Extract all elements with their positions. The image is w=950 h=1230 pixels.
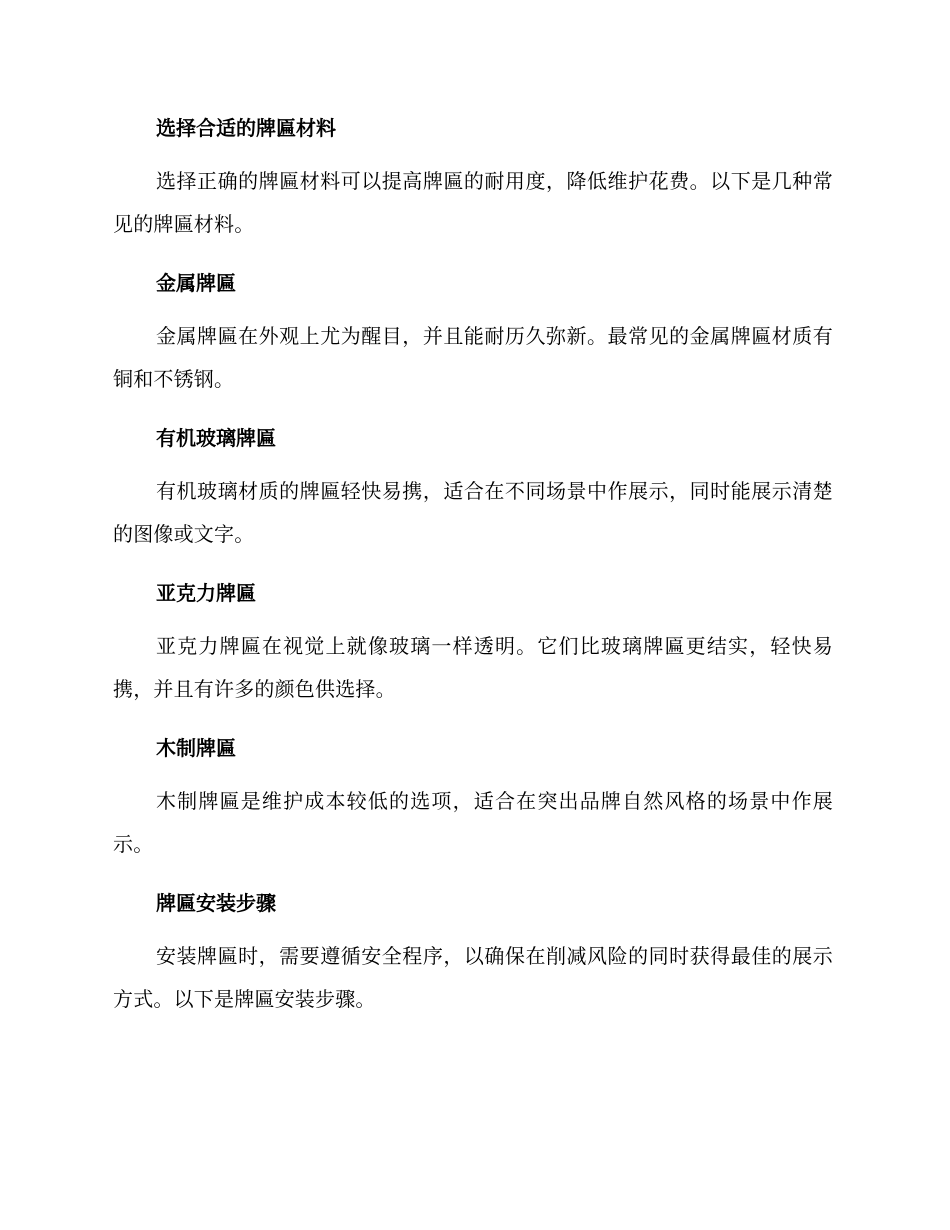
section-heading: 亚克力牌匾 — [156, 581, 256, 605]
section-paragraph: 安装牌匾时，需要遵循安全程序，以确保在削减风险的同时获得最佳的展示方式。以下是牌匾安装步骤。 — [113, 944, 833, 1011]
section-heading: 选择合适的牌匾材料 — [156, 116, 336, 140]
section-paragraph: 有机玻璃材质的牌匾轻快易携，适合在不同场景中作展示，同时能展示清楚的图像或文字。 — [113, 479, 833, 546]
section-wooden-plaque — [113, 733, 833, 866]
section-metal-plaque — [113, 268, 833, 401]
section-paragraph: 金属牌匾在外观上尤为醒目，并且能耐历久弥新。最常见的金属牌匾材质有铜和不锈钢。 — [113, 324, 833, 391]
section-heading: 木制牌匾 — [156, 736, 236, 760]
section-paragraph: 选择正确的牌匾材料可以提高牌匾的耐用度，降低维护花费。以下是几种常见的牌匾材料。 — [113, 169, 833, 236]
section-heading: 有机玻璃牌匾 — [156, 426, 276, 450]
section-acrylic-plaque — [113, 578, 833, 711]
section-paragraph: 木制牌匾是维护成本较低的选项，适合在突出品牌自然风格的场景中作展示。 — [113, 789, 833, 856]
section-choose-material — [113, 113, 833, 246]
section-installation-steps — [113, 888, 833, 1021]
section-heading: 牌匾安装步骤 — [156, 891, 276, 915]
section-organic-glass-plaque — [113, 423, 833, 556]
document-content — [113, 113, 833, 1043]
section-paragraph: 亚克力牌匾在视觉上就像玻璃一样透明。它们比玻璃牌匾更结实，轻快易携，并且有许多的颜色供选择。 — [113, 634, 833, 701]
section-heading: 金属牌匾 — [156, 271, 236, 295]
